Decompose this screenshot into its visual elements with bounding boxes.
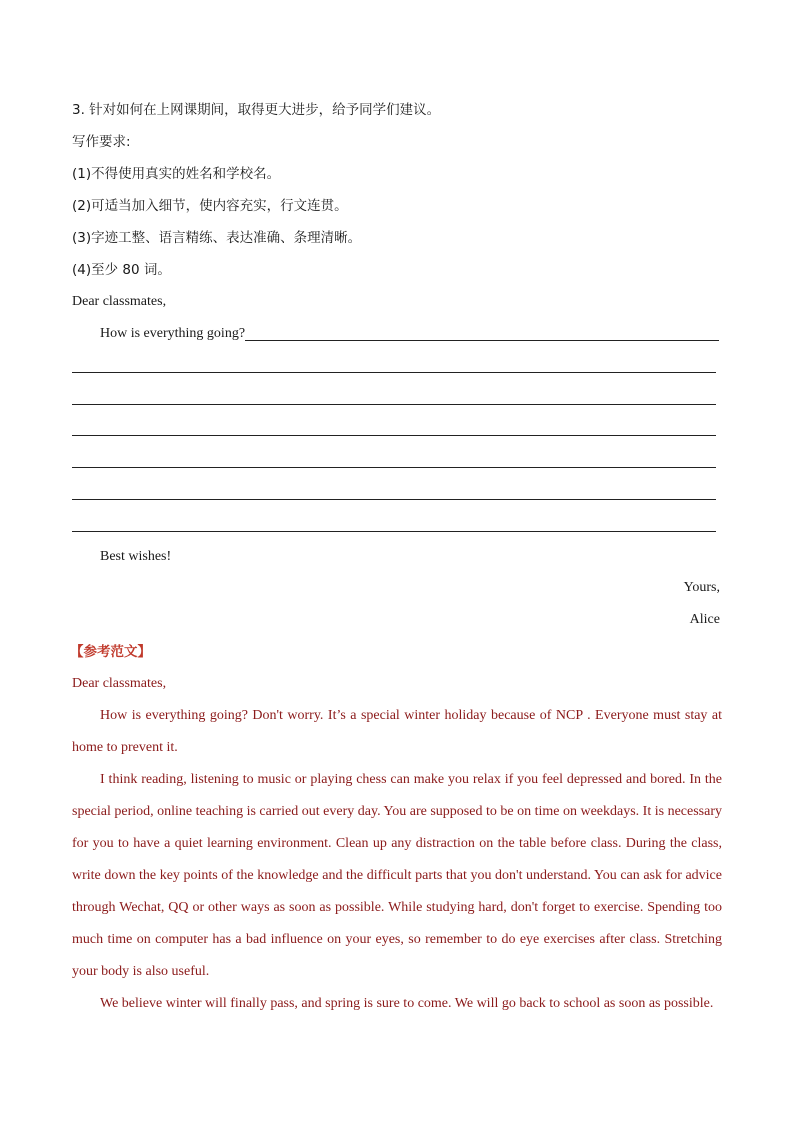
sample-greeting: Dear classmates, <box>72 676 167 691</box>
sample-heading: 【参考范文】 <box>70 644 151 660</box>
sample-paragraph-1: How is everything going? Don't worry. It’s a special winter holiday because of NCP . Everyone must stay at home to prevent it. <box>72 708 722 755</box>
writing-line <box>72 372 716 373</box>
template-name: Alice <box>689 612 720 627</box>
requirement-4: (4)至少 80 词。 <box>72 262 171 278</box>
requirement-3: (3)字迹工整、语言精练、表达准确、条理清晰。 <box>72 230 362 246</box>
template-closing: Best wishes! <box>100 549 172 564</box>
sample-body <box>72 700 722 1020</box>
requirement-2: (2)可适当加入细节，使内容充实，行文连贯。 <box>72 198 348 214</box>
template-opening: How is everything going? <box>100 326 246 341</box>
writing-line <box>72 435 716 436</box>
writing-line <box>72 404 716 405</box>
writing-line-first <box>245 340 719 341</box>
task-item-3: 3. 针对如何在上网课期间，取得更大进步，给予同学们建议。 <box>72 102 441 118</box>
sample-paragraph-3: We believe winter will finally pass, and spring is sure to come. We will go back to school as soon as possible. <box>100 996 714 1011</box>
writing-line <box>72 531 716 532</box>
writing-line <box>72 467 716 468</box>
requirements-title: 写作要求: <box>72 134 131 150</box>
writing-line <box>72 499 716 500</box>
template-signoff: Yours, <box>683 580 720 595</box>
requirement-1: (1)不得使用真实的姓名和学校名。 <box>72 166 281 182</box>
sample-paragraph-2: I think reading, listening to music or playing chess can make you relax if you feel depressed and bored. In the special period, online teaching is carried out every day. You are supposed to be on time on weekdays. It is necessary for you to have a quiet learning environment. Clean up any distraction on the table before class. During the class, write down the key points of the knowledge and the difficult parts that you don't understand. You can ask for advice through Wechat, QQ or other ways as soon as possible. While studying hard, don't forget to exercise. Spending too much time on computer has a bad influence on your eyes, so remember to do eye exercises after class. Stretching your body is also useful. <box>72 772 722 979</box>
template-greeting: Dear classmates, <box>72 294 167 309</box>
